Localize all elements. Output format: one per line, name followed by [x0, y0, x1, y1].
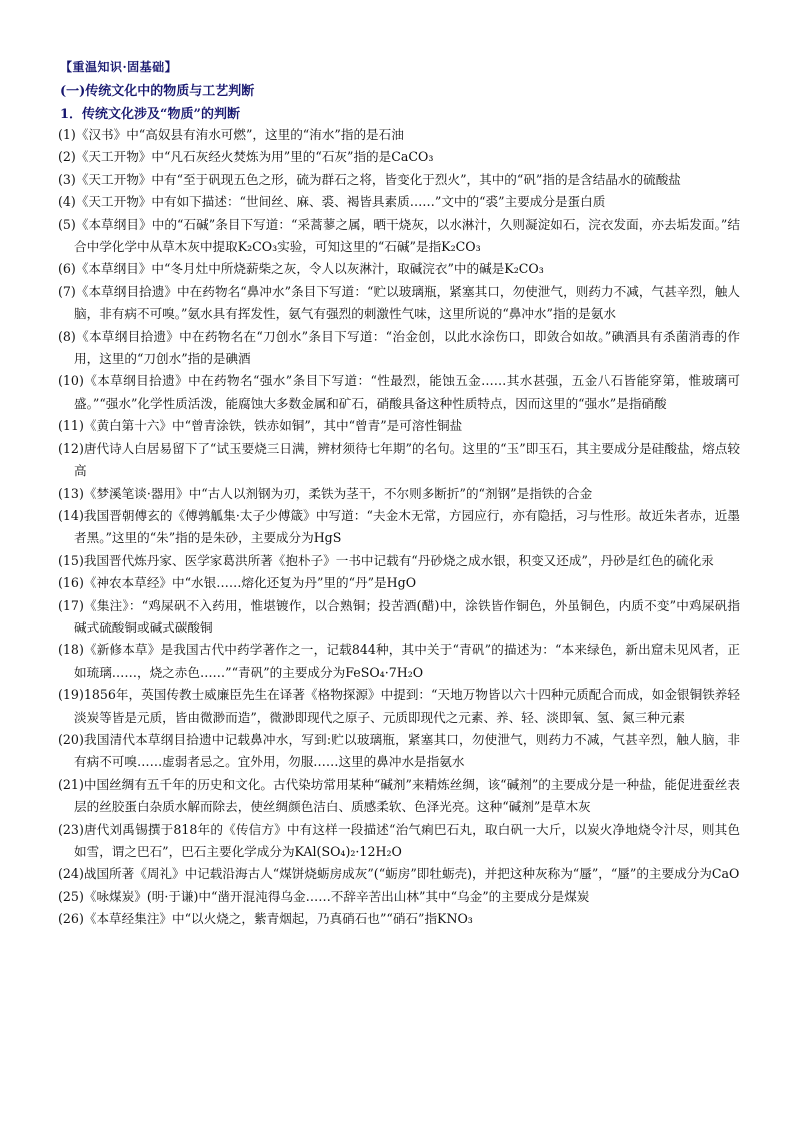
review-heading-tag: 【重温知识·固基础】	[60, 60, 178, 74]
list-item: (14)我国晋朝傅玄的《傅鹑觚集·太子少傅箴》中写道：“夫金木无常，方园应行，亦有隐括，习与性形。故近朱者赤，近墨者黑。”这里的“朱”指的是朱砂，主要成分为HgS	[58, 507, 740, 546]
subsection-title: 1．传统文化涉及“物质”的判断	[60, 107, 241, 122]
list-item: (20)我国清代本草纲目拾遗中记载鼻冲水，写到:贮以玻璃瓶，紧塞其口，勿使泄气，则药力不减，气甚辛烈，触人脑，非有病不可嗅……虚弱者忌之。宜外用，勿服……这里的鼻冲水是指氨水	[58, 731, 740, 770]
list-item: (18)《新修本草》是我国古代中药学著作之一，记载844种，其中关于“青矾”的描述为：“本来绿色，新出窟未见风者，正如琉璃……，烧之赤色……”“青矾”的主要成分为FeSO₄·7H₂O	[58, 642, 740, 680]
list-item: (4)《天工开物》中有如下描述：“世间丝、麻、裘、褐皆具素质……”文中的“裘”主要成分是蛋白质	[58, 194, 606, 210]
list-item: (16)《神农本草经》中“水银……熔化还复为丹”里的“丹”是HgO	[58, 575, 417, 591]
list-item: (15)我国晋代炼丹家、医学家葛洪所著《抱朴子》一书中记载有“丹砂烧之成水银，积变又还成”，丹砂是红色的硫化汞	[58, 552, 714, 568]
list-item: (8)《本草纲目拾遗》中在药物名在“刀创水”条目下写道：“治金创，以此水涂伤口，即敛合如故。”碘酒具有杀菌消毒的作用，这里的“刀创水”指的是碘酒	[58, 328, 740, 367]
list-item: (13)《梦溪笔谈·器用》中“古人以剂钢为刃，柔铁为茎干，不尔则多断折”的“剂钢”是指铁的合金	[58, 485, 593, 501]
list-item: (23)唐代刘禹锡撰于818年的《传信方》中有这样一段描述“治气痢巴石丸，取白矾一大斤，以炭火净地烧令汁尽，则其色如雪，谓之巴石”，巴石主要化学成分为KAl(SO₄)₂·12H₂O	[58, 821, 740, 859]
list-item: (6)《本草纲目》中“冬月灶中所烧薪柴之灰，令人以灰淋汁，取碱浣衣”中的碱是K₂CO₃	[58, 261, 544, 277]
knowledge-list	[58, 124, 740, 931]
list-item: (24)战国所著《周礼》中记载沿海古人“煤饼烧蛎房成灰”(“蛎房”即牡蛎壳)，并把这种灰称为“蜃”，“蜃”的主要成分为CaO	[58, 866, 740, 882]
list-item: (2)《天工开物》中“凡石灰经火焚炼为用”里的“石灰”指的是CaCO₃	[58, 149, 434, 165]
list-item: (10)《本草纲目拾遗》中在药物名“强水”条目下写道：“性最烈，能蚀五金……其水甚强，五金八石皆能穿第，惟玻璃可盛。”“强水”化学性质活泼，能腐蚀大多数金属和矿石，硝酸具备这种性质特点，因而这里的“强水”是指硝酸	[58, 373, 740, 411]
list-item: (21)中国丝绸有五千年的历史和文化。古代染坊常用某种“碱剂”来精炼丝绸，该“碱剂”的主要成分是一种盐，能促进蚕丝表层的丝胶蛋白杂质水解而除去，使丝绸颜色洁白、质感柔软、色泽光亮。这种“碱剂”是草木灰	[58, 776, 740, 815]
list-item: (5)《本草纲目》中的“石碱”条目下写道：“采蒿蓼之属，晒干烧灰，以水淋汁，久则凝淀如石，浣衣发面，亦去垢发面。”结合中学化学中从草木灰中提取K₂CO₃实验，可知这里的“石碱”是指K₂CO₃	[58, 216, 740, 255]
list-item: (26)《本草经集注》中“以火烧之，紫青烟起，乃真硝石也”“硝石”指KNO₃	[58, 911, 473, 927]
list-item: (7)《本草纲目拾遗》中在药物名“鼻冲水”条目下写道：“贮以玻璃瓶，紧塞其口，勿使泄气，则药力不减，气甚辛烈，触人脑，非有病不可嗅。”氨水具有挥发性，氨气有强烈的刺激性气味，这里所说的“鼻冲水”指的是氨水	[58, 283, 740, 322]
list-item: (19)1856年，英国传教士威廉臣先生在译著《格物探源》中提到：“天地万物皆以六十四种元质配合而成，如金银铜铁养轻淡炭等皆是元质，皆由微渺而造”，微渺即现代之原子、元质即现代之元素、养、轻、淡即氧、氢、氮三种元素	[58, 687, 740, 725]
section-title: (一)传统文化中的物质与工艺判断	[60, 84, 255, 99]
list-item: (25)《咏煤炭》(明·于谦)中“凿开混沌得乌金……不辞辛苦出山林”其中“乌金”的主要成分是煤炭	[58, 888, 590, 904]
list-item: (11)《黄白第十六》中“曾青涂铁，铁赤如铜”，其中“曾青”是可溶性铜盐	[58, 418, 463, 434]
list-item: (12)唐代诗人白居易留下了“试玉要烧三日满，辨材须待七年期”的名句。这里的“玉”即玉石，其主要成分是硅酸盐，熔点较高	[58, 440, 740, 479]
list-item: (3)《天工开物》中有“至于矾现五色之形，硫为群石之将，皆变化于烈火”，其中的“矾”指的是含结晶水的硫酸盐	[58, 171, 681, 187]
list-item: (1)《汉书》中“高奴县有洧水可燃”，这里的“洧水”指的是石油	[58, 127, 404, 142]
list-item: (17)《集注》：“鸡屎矾不入药用，惟堪镀作，以合熟铜；投苦酒(醋)中，涂铁皆作铜色，外虽铜色，内质不变”中鸡屎矾指碱式硫酸铜或碱式碳酸铜	[58, 597, 740, 635]
